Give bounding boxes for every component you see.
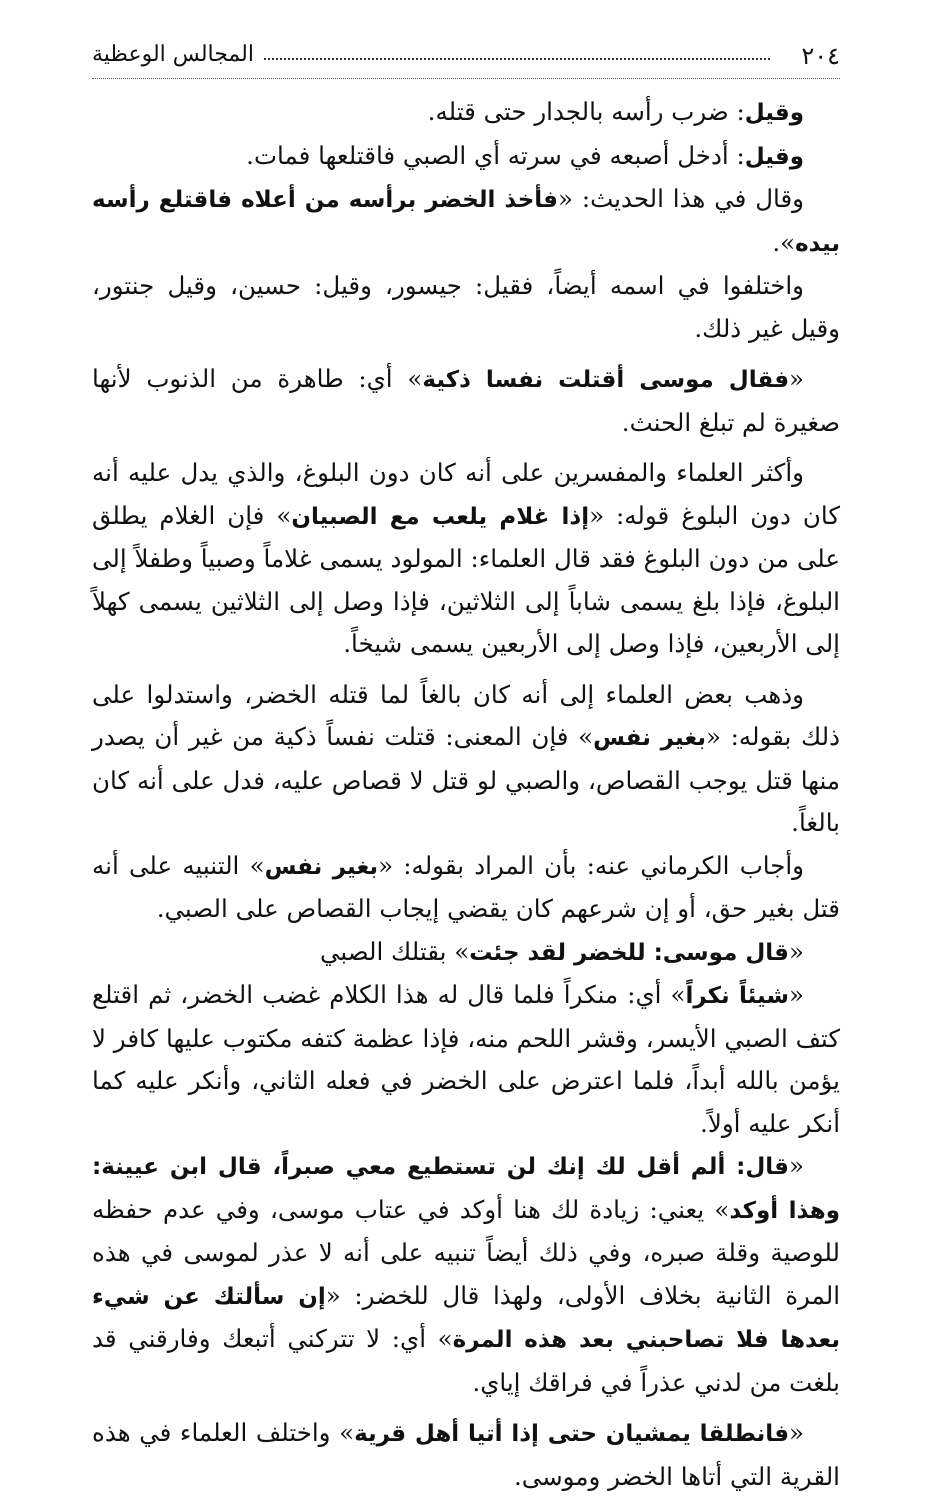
header-dotted-rule	[252, 58, 770, 60]
text-run: » يعني: زيادة لك هنا أوكد في عتاب موسى، وفي عدم حفظه للوصية وقلة صبره، وفي ذلك أيضاً تنبيه على أنه لا عذر لموسى في هذه المرة الثانية بخلاف الأولى، ولهذا قال للخضر: «	[92, 1194, 840, 1310]
text-run: » أي: طاهرة من الذنوب لأنها صغيرة لم تبلغ الحنث.	[92, 364, 840, 437]
bold-phrase: قال موسى: للخضر لقد جئت	[469, 939, 789, 966]
paragraph	[92, 178, 840, 265]
paragraph	[92, 1412, 840, 1498]
bold-phrase: وقيل	[744, 100, 804, 126]
bold-phrase: قال: ألم أقل لك إنك لن تستطيع معي صبراً، قال ابن عيينة: وهذا أوكد	[92, 1154, 841, 1224]
text-run: وأجاب الكرماني عنه: بأن المراد بقوله: «	[378, 850, 805, 880]
book-page	[92, 38, 841, 1491]
text-run: » فإن الغلام يطلق على من دون البلوغ فقد قال العلماء: المولود يسمى غلاماً وصبياً وطفلاً إلى البلوغ، فإذا بلغ يسمى شاباً إلى الثلاثين، فإذا وصل إلى الثلاثين يسمى كهلاً إلى الأربعين، فإذا وصل إلى الأربعين يسمى شيخاً.	[92, 500, 840, 658]
paragraph	[92, 1145, 840, 1404]
bold-phrase: فقال موسى أقتلت نفسا ذكية	[422, 367, 789, 393]
bold-phrase: بغير نفس	[264, 853, 379, 880]
paragraph	[92, 91, 840, 135]
paragraph	[92, 674, 840, 845]
text-run: » أي: منكراً فلما قال له هذا الكلام غضب الخضر، ثم اقتلع كتف الصبي الأيسر، وقشر اللحم منه، فإذا عظمة كتفه مكتوب عليها كافر لا يؤمن بالله أبداً، فلما اعترض على الخضر في فعله الثاني، وأنكر عليه كما أنكر عليه أولاً.	[92, 980, 840, 1138]
text-run: «	[789, 980, 804, 1009]
paragraph	[92, 974, 840, 1145]
page-header	[92, 38, 840, 79]
text-run: » التنبيه على أنه قتل بغير حق، أو إن شرعهم كان يقضي إيجاب القصاص على الصبي.	[92, 850, 840, 923]
text-run: وقال في هذا الحديث: «	[557, 184, 804, 213]
text-run: : ضرب رأسه بالجدار حتى قتله.	[427, 97, 745, 126]
paragraph	[92, 845, 840, 931]
text-run: » فإن المعنى: قتلت نفساً ذكية من غير أن يصدر منها قتل يوجب القصاص، والصبي لو قتل لا قصاص عليه، فدل على أنه كان بالغاً.	[92, 722, 840, 837]
bold-phrase: فأخذ الخضر برأسه من أعلاه فاقتلع رأسه بيده	[92, 187, 840, 257]
paragraph	[92, 265, 840, 350]
text-run: » أي: لا تتركني أتبعك وفارقني قد بلغت من لدني عذراً في فراقك إياي.	[92, 1324, 840, 1397]
text-run: «	[789, 364, 804, 393]
text-run: » واختلف العلماء في هذه القرية التي أتاها الخضر وموسى.	[92, 1418, 840, 1491]
bold-phrase: إن سألتك عن شيء بعدها فلا تصاحبني بعد هذه المرة	[92, 1283, 840, 1353]
bold-phrase: شيئاً نكراً	[685, 983, 789, 1009]
bold-phrase: وقيل	[744, 143, 804, 170]
text-run: «	[789, 1151, 804, 1180]
body-text	[92, 91, 840, 1498]
bold-phrase: فانطلقا يمشيان حتى إذا أتيا أهل قرية	[354, 1421, 789, 1447]
page-number: ٢٠٤	[791, 42, 840, 70]
bold-phrase: بغير نفس	[593, 725, 706, 751]
text-run: ».	[772, 227, 796, 257]
bold-phrase: إذا غلام يلعب مع الصبيان	[291, 503, 590, 530]
paragraph	[92, 452, 840, 666]
paragraph	[92, 931, 840, 975]
text-run: «	[789, 1418, 804, 1447]
text-run: : أدخل أصبعه في سرته أي الصبي فاقتلعها فمات.	[246, 140, 745, 170]
paragraph	[92, 135, 840, 179]
paragraph	[92, 358, 840, 444]
book-title: المجالس الوعظية	[92, 42, 264, 67]
text-run: وذهب بعض العلماء إلى أنه كان بالغاً لما قتله الخضر، واستدلوا على ذلك بقوله: «	[92, 679, 840, 751]
text-run: «	[789, 936, 804, 966]
text-run: » بقتلك الصبي	[319, 936, 470, 966]
text-run: وأكثر العلماء والمفسرين على أنه كان دون البلوغ، والذي يدل عليه أنه كان دون البلوغ قوله: «	[92, 458, 840, 530]
text-run: واختلفوا في اسمه أيضاً، فقيل: جيسور، وقيل: حسين، وقيل جنتور، وقيل غير ذلك.	[92, 271, 840, 343]
